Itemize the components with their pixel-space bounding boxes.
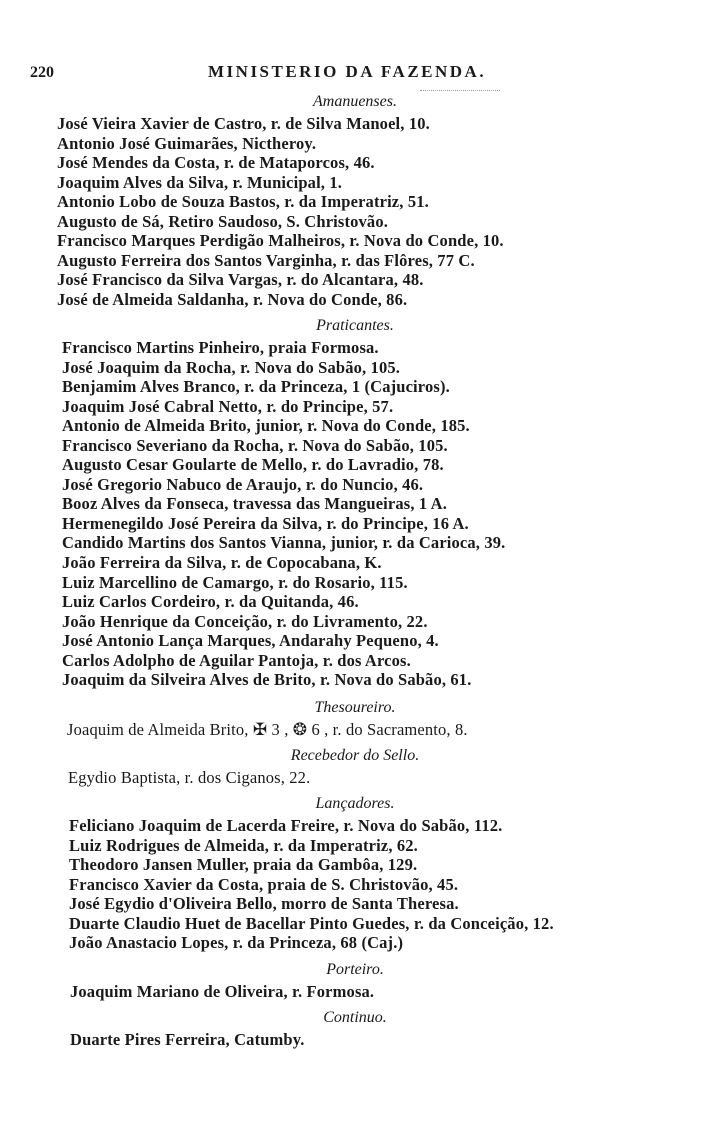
entry-address: 6 , r. do Sacramento, 8.	[311, 720, 468, 739]
entry-name: Joaquim de Almeida Brito,	[67, 720, 249, 739]
entry: Luiz Carlos Cordeiro, r. da Quitanda, 46.	[62, 592, 359, 612]
entry: José Joaquim da Rocha, r. Nova do Sabão, 105.	[62, 357, 401, 377]
entry: Candido Martins dos Santos Vianna, junior, r. da Carioca, 39.	[62, 533, 506, 553]
entry: Francisco Xavier da Costa, praia de S. Christovão, 45.	[69, 874, 459, 894]
entry: Joaquim Mariano de Oliveira, r. Formosa.	[70, 982, 375, 1001]
section-praticantes	[0, 313, 704, 690]
entry-list	[0, 338, 704, 690]
entry: Joaquim José Cabral Netto, r. do Principe, 57.	[62, 396, 394, 416]
medal-icon: ❂	[292, 720, 308, 739]
entry: Antonio José Guimarães, Nictheroy.	[57, 133, 317, 153]
entry: Antonio de Almeida Brito, junior, r. Nova do Conde, 185.	[62, 416, 470, 436]
section-porteiro	[0, 957, 704, 1002]
entry-list	[0, 114, 704, 309]
entry: José de Almeida Saldanha, r. Nova do Conde, 86.	[57, 289, 408, 309]
entry: Joaquim da Silveira Alves de Brito, r. Nova do Sabão, 61.	[62, 670, 472, 690]
section-heading: Lançadores.	[315, 795, 395, 812]
entry: Luiz Rodrigues de Almeida, r. da Imperatriz, 62.	[69, 835, 418, 855]
entry: Luiz Marcellino de Camargo, r. do Rosario, 115.	[62, 572, 408, 592]
entry: Augusto de Sá, Retiro Saudoso, S. Christovão.	[57, 211, 388, 231]
entry: Egydio Baptista, r. dos Ciganos, 22.	[68, 768, 311, 787]
entry: Theodoro Jansen Muller, praia da Gambôa, 129.	[69, 855, 418, 875]
section-heading: Recebedor do Sello.	[290, 747, 420, 764]
section-thesoureiro	[0, 695, 704, 740]
section-heading: Amanuenses.	[313, 93, 397, 110]
entry: José Vieira Xavier de Castro, r. de Silva Manoel, 10.	[57, 114, 430, 133]
entry: Antonio Lobo de Souza Bastos, r. da Imperatriz, 51.	[57, 192, 429, 212]
section-continuo	[0, 1005, 704, 1050]
section-heading: Porteiro.	[326, 961, 384, 978]
entry	[0, 720, 704, 740]
page-number: 220	[30, 64, 54, 81]
entry: Feliciano Joaquim de Lacerda Freire, r. Nova do Sabão, 112.	[69, 816, 503, 835]
entry: Augusto Ferreira dos Santos Varginha, r. das Flôres, 77 C.	[57, 250, 475, 270]
entry: Duarte Claudio Huet de Bacellar Pinto Guedes, r. da Conceição, 12.	[69, 913, 554, 933]
running-title: MINISTERIO DA FAZENDA.	[208, 62, 487, 81]
entry: Benjamim Alves Branco, r. da Princeza, 1 (Cajuciros).	[62, 377, 450, 397]
entry: Francisco Severiano da Rocha, r. Nova do Sabão, 105.	[62, 435, 448, 455]
entry: Hermenegildo José Pereira da Silva, r. do Principe, 16 A.	[62, 513, 469, 533]
section-recebedor	[0, 743, 704, 788]
section-heading: Praticantes.	[316, 317, 394, 334]
section-heading: Thesoureiro.	[314, 699, 396, 716]
entry: João Ferreira da Silva, r. de Copocabana, K.	[62, 553, 382, 573]
order-count: 3 ,	[271, 720, 289, 739]
running-header	[30, 62, 500, 86]
entry: José Mendes da Costa, r. de Mataporcos, 46.	[57, 153, 375, 173]
entry: João Anastacio Lopes, r. da Princeza, 68 (Caj.)	[69, 933, 404, 953]
entry: João Henrique da Conceição, r. do Livramento, 22.	[62, 611, 428, 631]
entry: Booz Alves da Fonseca, travessa das Mangueiras, 1 A.	[62, 494, 448, 514]
entry: José Gregorio Nabuco de Araujo, r. do Nuncio, 46.	[62, 474, 424, 494]
entry: Francisco Marques Perdigão Malheiros, r. Nova do Conde, 10.	[57, 231, 504, 251]
entry: José Antonio Lança Marques, Andarahy Pequeno, 4.	[62, 631, 439, 651]
section-heading: Continuo.	[323, 1009, 387, 1026]
entry: José Francisco da Silva Vargas, r. do Alcantara, 48.	[57, 270, 424, 290]
section-amanuenses	[0, 89, 704, 309]
entry: Francisco Martins Pinheiro, praia Formosa.	[62, 338, 379, 357]
entry: Carlos Adolpho de Aguilar Pantoja, r. dos Arcos.	[62, 650, 411, 670]
section-lancadores	[0, 791, 704, 953]
order-cross-icon: ✠	[252, 720, 268, 739]
entry: Duarte Pires Ferreira, Catumby.	[70, 1030, 305, 1049]
entry-list	[0, 816, 704, 953]
entry: Augusto Cesar Goularte de Mello, r. do Lavradio, 78.	[62, 455, 444, 475]
entry: Joaquim Alves da Silva, r. Municipal, 1.	[57, 172, 343, 192]
entry: José Egydio d'Oliveira Bello, morro de Santa Theresa.	[69, 894, 459, 914]
